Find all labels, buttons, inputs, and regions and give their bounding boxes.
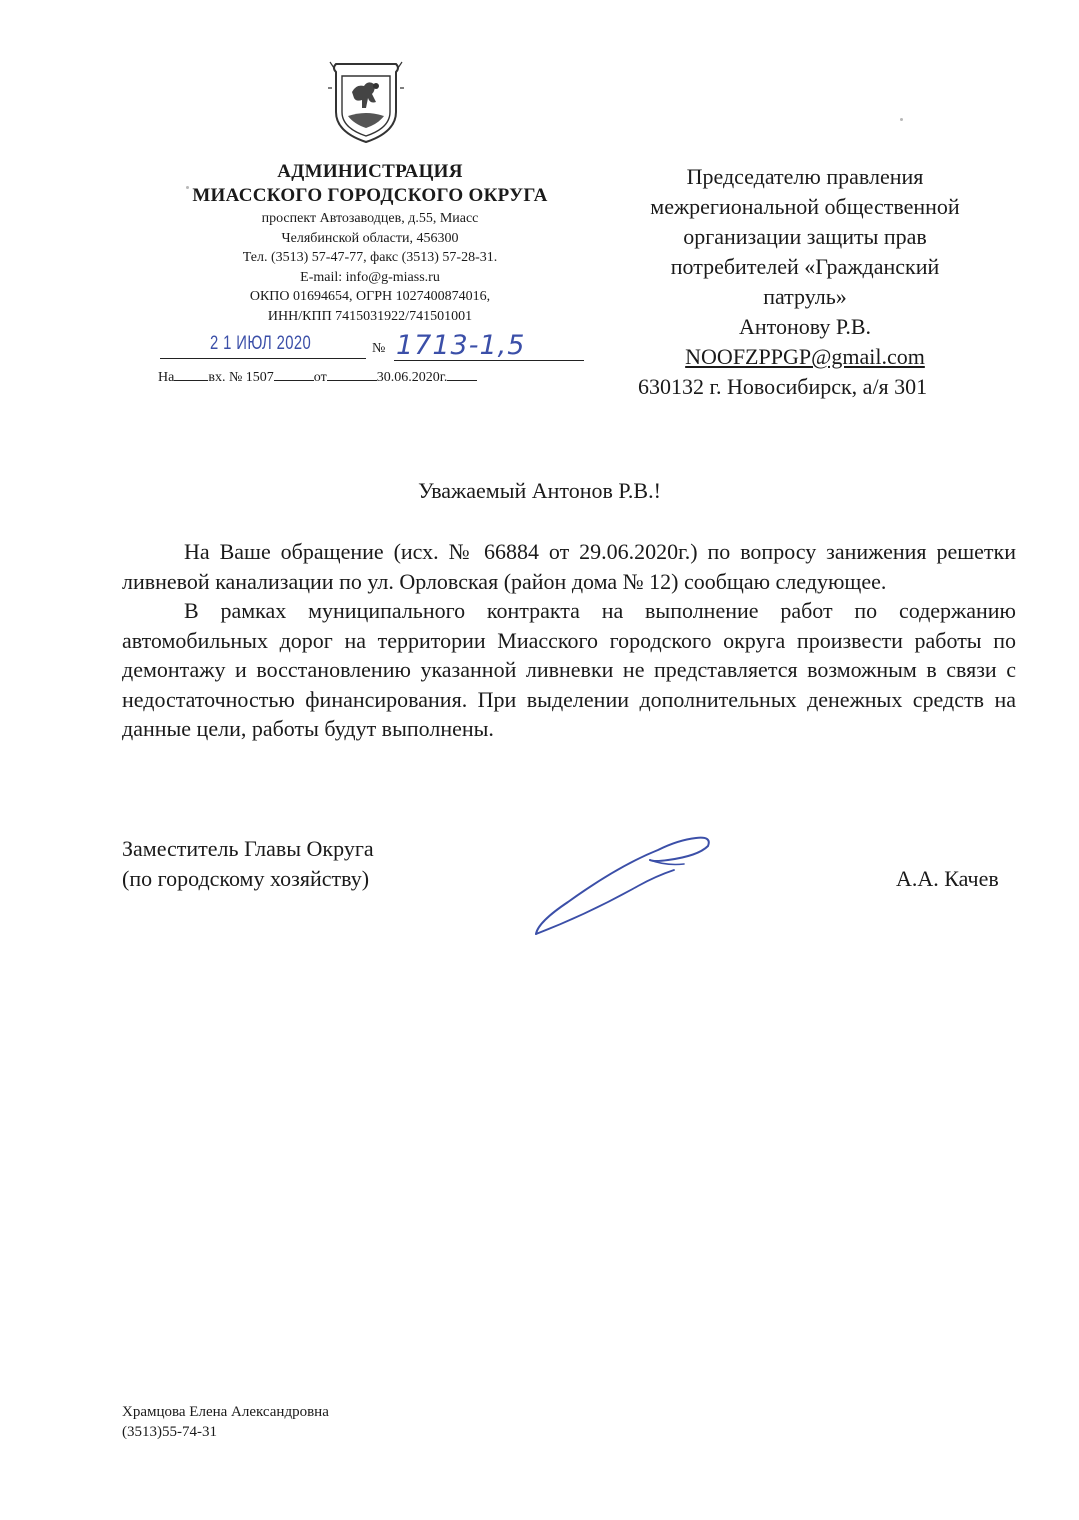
recipient-line: потребителей «Гражданский: [670, 254, 940, 279]
body-paragraph: На Ваше обращение (исх. № 66884 от 29.06.2020г.) по вопросу занижения решетки ливневой канализации по ул. Орловская (район дома № 12) сообщаю следующее.: [122, 539, 1016, 594]
recipient-postal-address: 630132 г. Новосибирск, а/я 301: [638, 374, 928, 399]
sender-address-line: ОКПО 01694654, ОГРН 1027400874016,: [249, 289, 491, 304]
recipient-line: организации защиты прав: [683, 224, 927, 249]
scan-speck: [900, 118, 903, 121]
in-reply-row: [158, 368, 477, 386]
recipient-email-link[interactable]: NOOFZPPGP@gmail.com: [685, 344, 925, 369]
executor-phone: (3513)55-74-31: [122, 1424, 217, 1440]
blank-line: [447, 368, 477, 381]
signatory-title-line2: (по городскому хозяйству): [122, 866, 370, 891]
executor-name: Храмцова Елена Александровна: [122, 1404, 329, 1420]
sender-email: E-mail: info@g-miass.ru: [300, 269, 440, 285]
blank-line: [274, 368, 314, 381]
registration-number-handwritten: 1713-1,5: [396, 330, 526, 361]
sender-address-line: Челябинской области, 456300: [281, 230, 459, 246]
date-underline: [160, 358, 366, 359]
sender-address-line: Тел. (3513) 57-47-77, факс (3513) 57-28-31.: [242, 250, 498, 265]
recipient-line: межрегиональной общественной: [650, 194, 960, 219]
number-label: №: [372, 341, 386, 356]
sender-address: [140, 209, 600, 326]
executor-block: [122, 1402, 329, 1442]
in-reply-prefix: На: [158, 370, 175, 385]
recipient-line: Председателю правления: [686, 164, 924, 189]
blank-line: [174, 368, 208, 381]
recipient-block: [620, 162, 990, 402]
recipient-name: Антонову Р.В.: [738, 314, 872, 339]
sender-address-line: ИНН/КПП 7415031922/741501001: [267, 308, 473, 324]
body-paragraph: В рамках муниципального контракта на выполнение работ по содержанию автомобильных дорог на территории Миасского городского округа произвести работы по демонтажу и восстановлению указанной ливневки не представляется возможным в связи с недостаточностью финансирования. При выделении дополнительных денежных средств на данные цели, работы будут выполнены.: [122, 598, 1016, 741]
sender-org-line1: АДМИНИСТРАЦИЯ: [277, 161, 463, 182]
sender-address-line: проспект Автозаводцев, д.55, Миасс: [261, 211, 479, 226]
handwritten-signature: [528, 826, 718, 942]
signatory-title-line1: Заместитель Главы Округа: [122, 836, 374, 861]
signatory-name: А.А. Качев: [896, 866, 999, 891]
greeting: Уважаемый Антонов Р.В.!: [418, 478, 661, 503]
blank-line: [327, 368, 377, 381]
in-reply-number: вх. № 1507: [208, 370, 274, 385]
scan-speck: [186, 186, 189, 189]
letter-body: [122, 537, 1016, 744]
recipient-line: патруль»: [763, 284, 847, 309]
registration-date-stamp: 2 1 ИЮЛ 2020: [210, 333, 312, 354]
signatory-title: [122, 834, 374, 894]
sender-org-line2: МИАССКОГО ГОРОДСКОГО ОКРУГА: [192, 185, 548, 206]
coat-of-arms-emblem: [326, 58, 406, 146]
sender-block: [140, 160, 600, 326]
in-reply-date: 30.06.2020г.: [376, 370, 448, 385]
number-underline: [394, 360, 584, 361]
in-reply-from: от: [313, 370, 327, 385]
